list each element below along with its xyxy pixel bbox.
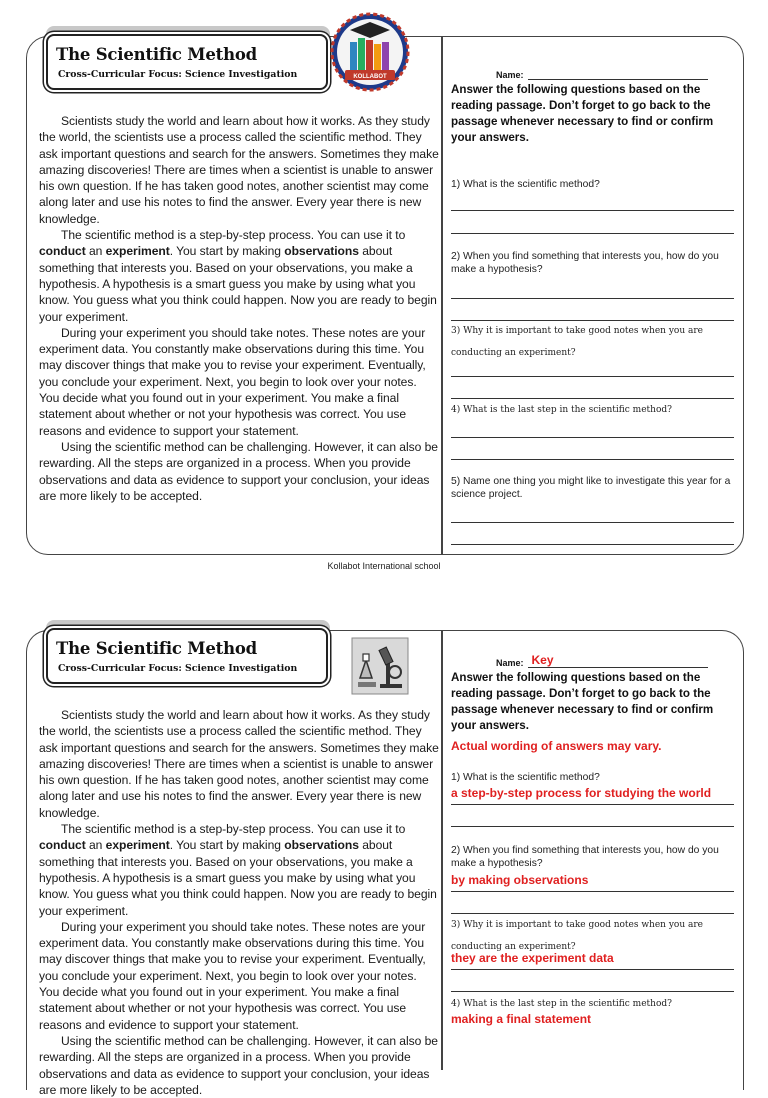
question-3: 3) Why it is important to take good notes when you are conducting an experiment? [451,326,703,358]
answer-3: they are the experiment data [451,951,614,965]
name-field[interactable] [496,62,708,80]
passage-paragraph: The scientific method is a step-by-step process. You can use it to conduct an experiment. You start by making observations about something that interests you. Based on your observations, you make a hypothesis. A hypothesis is a smart guess you make by using what you know. You guess what you think could happen. Now you are ready to begin your experiment. [39,822,437,918]
passage-paragraph: Scientists study the world and learn about how it works. As they study the world, the scientists use a process called the scientific method. They ask important questions and search for the answers. Sometimes they make amazing discoveries! There are times when a scientist is unable to answer his own question. If he has taken good notes, another scientist may come along later and use his notes to find the answer. Every year there is new knowledge. [39,114,439,226]
answer-line[interactable] [451,437,734,438]
page-title: The Scientific Method [56,639,258,658]
answer-line[interactable] [451,991,734,992]
question-3: 3) Why it is important to take good notes when you are conducting an experiment? [451,920,703,952]
answer-line[interactable] [451,376,734,377]
column-divider [441,36,443,555]
question-5: 5) Name one thing you might like to investigate this year for a science project. [451,476,731,500]
footer-school: Kollabot International school [327,561,441,571]
name-line[interactable] [528,68,708,80]
logo-text: KOLLABOT [353,74,387,80]
answer-line[interactable] [451,233,734,234]
answer-2: by making observations [451,873,589,887]
name-value: Key [531,653,554,667]
answer-line[interactable] [451,210,734,211]
microscope-icon [352,638,408,694]
question-4: 4) What is the last step in the scientific method? [451,405,672,415]
worksheet-answer-key [0,594,768,1097]
name-label: Name: [496,70,524,80]
answer-note: Actual wording of answers may vary. [451,739,662,753]
title-box [46,34,328,90]
passage-paragraph: The scientific method is a step-by-step process. You can use it to conduct an experiment. You start by making observations about something that interests you. Based on your observations, you make a hypothesis. A hypothesis is a smart guess you make by using what you know. You guess what you think could happen. Now you are ready to begin your experiment. [39,228,437,324]
kollabot-logo [330,12,410,92]
column-divider [441,630,443,1070]
reading-passage [39,707,439,1098]
answer-line[interactable] [451,969,734,970]
passage-paragraph: During your experiment you should take notes. These notes are your experiment data. You constantly make observations during this time. You may discover things that make you to revise your experiment. Eventually, you conclude your experiment. Next, you begin to look over your notes. You decide what you found out in your experiment. You make a final statement about whether or not your hypothesis was correct. You use reasons and evidence to support your statement. [39,325,426,438]
answer-1: a step-by-step process for studying the world [451,786,712,800]
instructions: Answer the following questions based on the reading passage. Don’t forget to go back to the passage whenever necessary to find or confirm your answers. [451,671,714,732]
instructions: Answer the following questions based on the reading passage. Don’t forget to go back to the passage whenever necessary to find or confirm your answers. [451,83,714,144]
page-title: The Scientific Method [56,45,258,64]
page-subtitle: Cross-Curricular Focus: Science Investigation [58,663,298,674]
name-line[interactable] [528,653,708,668]
passage-paragraph: Scientists study the world and learn about how it works. As they study the world, the scientists use a process called the scientific method. They ask important questions and search for the answers. Sometimes they make amazing discoveries! There are times when a scientist is unable to answer his own question. If he has taken good notes, another scientist may come along later and use his notes to find the answer. Every year there is new knowledge. [39,708,439,820]
answer-line[interactable] [451,804,734,805]
passage-paragraph: During your experiment you should take notes. These notes are your experiment data. You constantly make observations during this time. You may discover things that make you to revise your experiment. Eventually, you conclude your experiment. Next, you begin to look over your notes. You decide what you found out in your experiment. You make a final statement about whether or not your hypothesis was correct. You use reasons and evidence to support your statement. [39,919,426,1032]
title-box [46,628,328,684]
passage-paragraph: Using the scientific method can be challenging. However, it can also be rewarding. All the steps are organized in a process. When you provide observations and data as evidence to support your conclusion, your ideas are more likely to be accepted. [39,1033,438,1097]
name-label: Name: [496,658,524,668]
answer-line[interactable] [451,891,734,892]
question-2: 2) When you find something that interests you, how do you make a hypothesis? [451,251,719,275]
answer-line[interactable] [451,298,734,299]
answer-4: making a final statement [451,1012,592,1026]
reading-passage [39,113,439,504]
answer-line[interactable] [451,544,734,545]
question-2: 2) When you find something that interests you, how do you make a hypothesis? [451,845,719,869]
answer-line[interactable] [451,522,734,523]
name-field[interactable] [496,650,708,668]
question-1: 1) What is the scientific method? [451,179,600,190]
page-subtitle: Cross-Curricular Focus: Science Investigation [58,69,298,80]
question-4: 4) What is the last step in the scientific method? [451,999,672,1009]
answer-line[interactable] [451,826,734,827]
passage-paragraph: Using the scientific method can be challenging. However, it can also be rewarding. All the steps are organized in a process. When you provide observations and data as evidence to support your conclusion, your ideas are more likely to be accepted. [39,439,438,503]
answer-line[interactable] [451,459,734,460]
question-1: 1) What is the scientific method? [451,772,600,783]
